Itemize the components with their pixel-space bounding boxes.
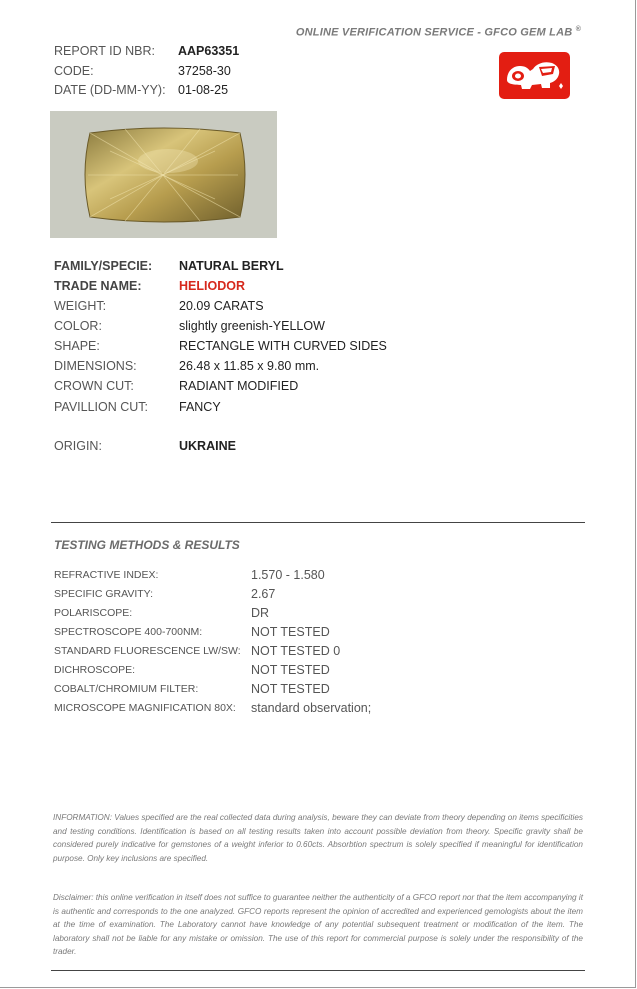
shape-value: RECTANGLE WITH CURVED SIDES [179, 339, 387, 353]
code-value: 37258-30 [178, 64, 231, 78]
test-row-fluorescence [54, 644, 341, 658]
test-value: 1.570 - 1.580 [251, 568, 325, 582]
test-value: NOT TESTED 0 [251, 644, 341, 658]
divider-top [51, 522, 585, 523]
detail-row-pavillion-cut [54, 400, 221, 414]
test-row-polariscope [54, 606, 270, 620]
date-row [54, 83, 229, 97]
report-id-value: AAP63351 [178, 44, 240, 58]
test-value: DR [251, 606, 270, 620]
gnome-miner-icon [499, 52, 570, 99]
disclaimer-paragraph: Disclaimer: this online verification in itself does not suffice to guarantee neither the authenticity of a GFCO report nor that the item accompanying it is authentic and corresponds to the one analyzed. GFCO reports represent the opinion of accredited and experienced gemologists about the item at the time of examination. The Laboratory cannot have knowledge of any potential subsequent treatment or modification of the item. The laboratory shall not be liable for any mistake or omission. The use of this report for commercial purpose is solely under the responsibility of the trader. [53, 893, 583, 957]
code-row [54, 64, 231, 78]
report-id-row [54, 44, 240, 58]
test-label: SPECIFIC GRAVITY: [54, 588, 153, 600]
detail-row-color [54, 319, 325, 333]
detail-row-family [54, 259, 284, 273]
test-label: MICROSCOPE MAGNIFICATION 80X: [54, 702, 236, 714]
gemstone-photo [50, 111, 277, 238]
shape-label: SHAPE: [54, 339, 100, 353]
weight-value: 20.09 CARATS [179, 299, 264, 313]
detail-row-dimensions [54, 359, 320, 373]
color-value: slightly greenish-YELLOW [179, 319, 325, 333]
detail-row-origin [54, 439, 236, 453]
test-label: POLARISCOPE: [54, 607, 133, 619]
test-row-refractive-index [54, 568, 325, 582]
test-label: REFRACTIVE INDEX: [54, 569, 159, 581]
test-value: standard observation; [251, 701, 372, 715]
date-value: 01-08-25 [178, 83, 229, 97]
test-value: NOT TESTED [251, 625, 330, 639]
detail-row-crown-cut [54, 379, 299, 393]
test-label: DICHROSCOPE: [54, 664, 136, 676]
gemstone-image [50, 111, 277, 238]
gfco-logo [499, 52, 570, 99]
origin-value: UKRAINE [179, 439, 236, 453]
crown-cut-label: CROWN CUT: [54, 379, 134, 393]
test-value: NOT TESTED [251, 682, 330, 696]
detail-row-trade-name [54, 279, 245, 293]
test-value: NOT TESTED [251, 663, 330, 677]
crown-cut-value: RADIANT MODIFIED [179, 379, 299, 393]
pavillion-cut-value: FANCY [179, 400, 221, 414]
divider-bottom [51, 970, 585, 971]
report-id-label: REPORT ID NBR: [54, 44, 155, 58]
test-label: SPECTROSCOPE 400-700NM: [54, 626, 203, 638]
testing-section-title: TESTING METHODS & RESULTS [54, 538, 240, 552]
dimensions-label: DIMENSIONS: [54, 359, 137, 373]
date-label: DATE (DD-MM-YY): [54, 83, 166, 97]
dimensions-value: 26.48 x 11.85 x 9.80 mm. [179, 359, 320, 373]
detail-row-weight [54, 299, 264, 313]
test-label: COBALT/CHROMIUM FILTER: [54, 683, 199, 695]
test-row-dichroscope [54, 663, 330, 677]
family-label: FAMILY/SPECIE: [54, 259, 153, 273]
test-row-microscope [54, 701, 372, 715]
service-title: ONLINE VERIFICATION SERVICE - GFCO GEM LAB ® [295, 26, 581, 39]
test-row-specific-gravity [54, 587, 276, 601]
origin-label: ORIGIN: [54, 439, 102, 453]
family-value: NATURAL BERYL [179, 259, 284, 273]
trade-name-value: HELIODOR [179, 279, 245, 293]
pavillion-cut-label: PAVILLION CUT: [54, 400, 149, 414]
test-label: STANDARD FLUORESCENCE LW/SW: [54, 645, 241, 657]
test-row-spectroscope [54, 625, 330, 639]
trade-name-label: TRADE NAME: [54, 279, 142, 293]
test-value: 2.67 [251, 587, 276, 601]
detail-row-shape [54, 339, 387, 353]
information-paragraph: INFORMATION: Values specified are the real collected data during analysis, beware they can deviate from theory depending on items specificities and testing conditions. Identification is based on all testing results taken into account possible deviation from theory. Specific gravity shall be considered purely indicative for gemstones of a weight inferior to 0.60cts. Absorbtion spectrum is solely specified if meaningful for identification purpose. Only key inclusions are specified. [53, 813, 583, 863]
test-row-cobalt-filter [54, 682, 330, 696]
code-label: CODE: [54, 64, 94, 78]
weight-label: WEIGHT: [54, 299, 107, 313]
color-label: COLOR: [54, 319, 102, 333]
